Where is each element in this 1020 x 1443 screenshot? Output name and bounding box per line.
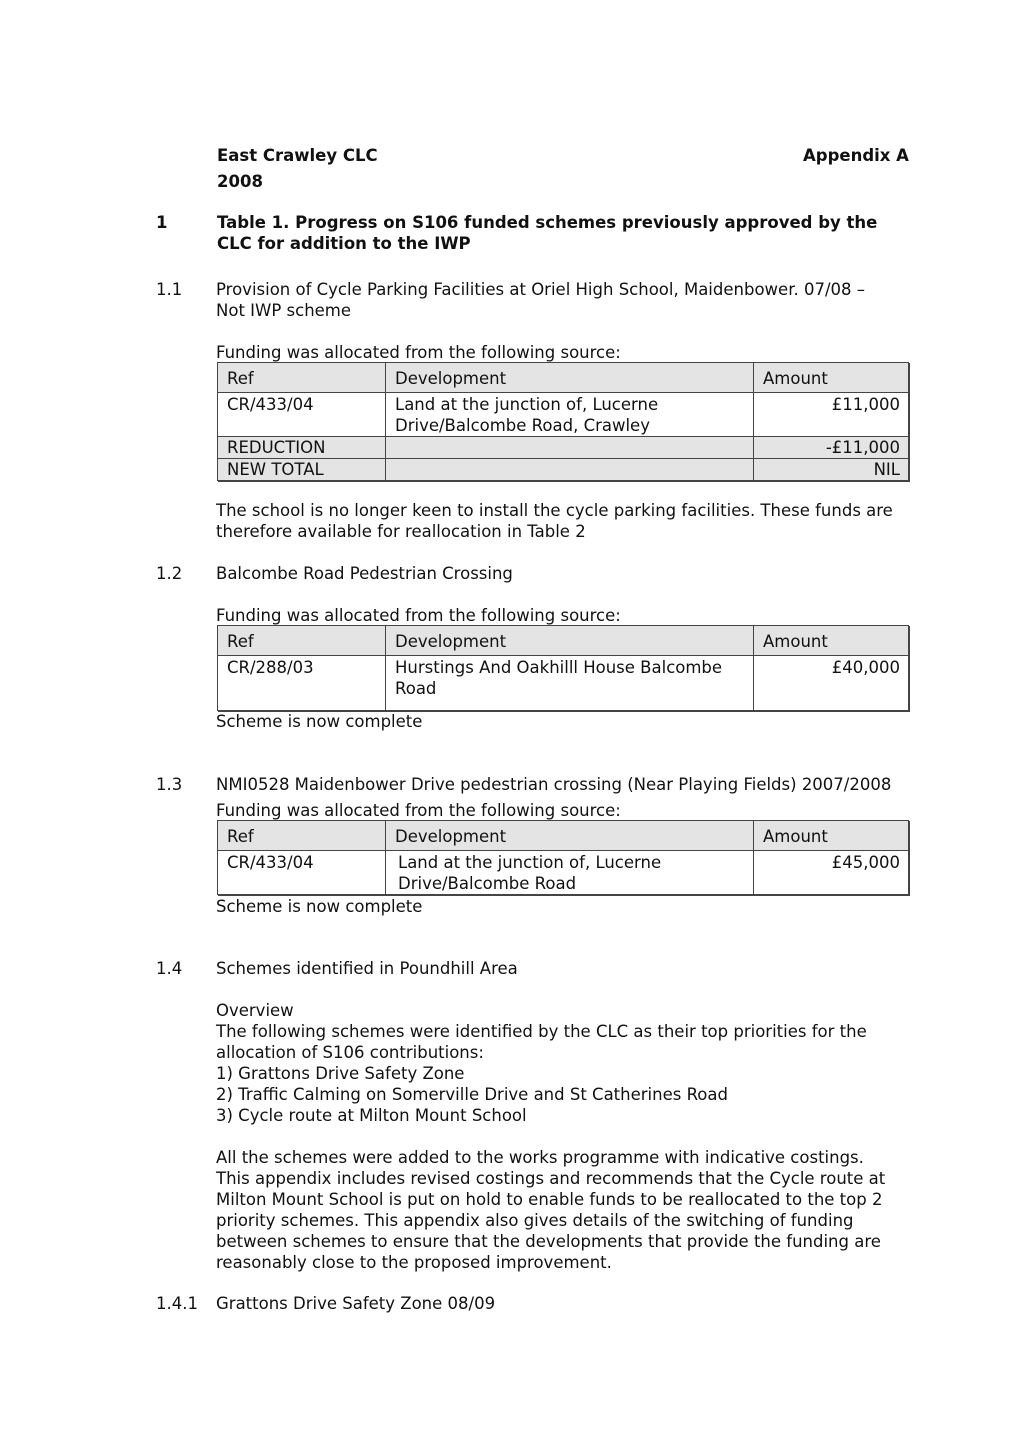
section-1-3-title: NMI0528 Maidenbower Drive pedestrian crossing (Near Playing Fields) 2007/2008 xyxy=(216,775,892,794)
cell-ref: CR/433/04 xyxy=(218,851,386,895)
section-1-2-funding-table xyxy=(217,625,909,711)
section-1-1-funding-text: Funding was allocated from the following source: xyxy=(216,343,621,362)
cell-development xyxy=(386,459,754,481)
section-1-1-title-line2: Not IWP scheme xyxy=(216,301,352,320)
overview-heading: Overview xyxy=(216,1001,294,1020)
section-1-1-funding-table xyxy=(217,362,909,481)
cell-development-line1: Land at the junction of, Lucerne xyxy=(395,395,659,414)
overview-line2: allocation of S106 contributions: xyxy=(216,1043,484,1062)
document-year: 2008 xyxy=(217,172,263,191)
appendix-label: Appendix A xyxy=(803,146,909,165)
header-development: Development xyxy=(386,363,754,393)
cell-development xyxy=(386,656,754,711)
paragraph-line: between schemes to ensure that the developments that provide the funding are xyxy=(216,1232,881,1251)
section-1-4-1-number: 1.4.1 xyxy=(156,1294,198,1313)
table-header-row xyxy=(218,821,909,851)
cell-development-line1: Land at the junction of, Lucerne xyxy=(398,853,662,872)
cell-amount: £45,000 xyxy=(754,851,909,895)
overview-line1: The following schemes were identified by the CLC as their top priorities for the xyxy=(216,1022,867,1041)
cell-amount: -£11,000 xyxy=(754,437,909,459)
paragraph-line: Milton Mount School is put on hold to enable funds to be reallocated to the top 2 xyxy=(216,1190,883,1209)
header-amount: Amount xyxy=(754,626,909,656)
section-1-1-title-line1: Provision of Cycle Parking Facilities at Oriel High School, Maidenbower. 07/08 – xyxy=(216,280,865,299)
section-1-3-funding-table xyxy=(217,820,909,895)
table-row-new-total xyxy=(218,459,909,481)
header-development: Development xyxy=(386,626,754,656)
priority-list-item: 2) Traffic Calming on Somerville Drive and St Catherines Road xyxy=(216,1085,728,1104)
cell-development-line2: Road xyxy=(395,679,437,698)
header-amount: Amount xyxy=(754,821,909,851)
cell-development xyxy=(386,851,754,895)
cell-development xyxy=(386,437,754,459)
priority-list-item: 3) Cycle route at Milton Mount School xyxy=(216,1106,527,1125)
table-row xyxy=(218,656,909,711)
cell-development xyxy=(386,393,754,437)
header-ref: Ref xyxy=(218,363,386,393)
section-1-1-number: 1.1 xyxy=(156,280,183,299)
section-1-2-note: Scheme is now complete xyxy=(216,712,423,731)
section-1-1-note-line2: therefore available for reallocation in Table 2 xyxy=(216,522,586,541)
section-1-number: 1 xyxy=(156,213,168,232)
cell-amount: £40,000 xyxy=(754,656,909,711)
section-1-3-funding-text: Funding was allocated from the following source: xyxy=(216,801,621,820)
header-development: Development xyxy=(386,821,754,851)
section-1-4-number: 1.4 xyxy=(156,959,183,978)
cell-amount: £11,000 xyxy=(754,393,909,437)
section-1-title-line2: CLC for addition to the IWP xyxy=(217,234,471,253)
table-row-reduction xyxy=(218,437,909,459)
header-ref: Ref xyxy=(218,821,386,851)
header-amount: Amount xyxy=(754,363,909,393)
cell-ref: NEW TOTAL xyxy=(218,459,386,481)
table-header-row xyxy=(218,363,909,393)
document-title: East Crawley CLC xyxy=(217,146,378,165)
section-1-3-number: 1.3 xyxy=(156,775,183,794)
cell-development-line1: Hurstings And Oakhilll House Balcombe xyxy=(395,658,723,677)
cell-development-line2: Drive/Balcombe Road, Crawley xyxy=(395,416,650,435)
section-1-title-line1: Table 1. Progress on S106 funded schemes previously approved by the xyxy=(217,213,878,232)
section-1-2-funding-text: Funding was allocated from the following source: xyxy=(216,606,621,625)
cell-ref: REDUCTION xyxy=(218,437,386,459)
section-1-4-title: Schemes identified in Poundhill Area xyxy=(216,959,518,978)
table-row xyxy=(218,851,909,895)
table-header-row xyxy=(218,626,909,656)
priority-list-item: 1) Grattons Drive Safety Zone xyxy=(216,1064,465,1083)
paragraph-line: This appendix includes revised costings and recommends that the Cycle route at xyxy=(216,1169,886,1188)
cell-development-line2: Drive/Balcombe Road xyxy=(398,874,577,893)
cell-ref: CR/288/03 xyxy=(218,656,386,711)
section-1-4-1-title: Grattons Drive Safety Zone 08/09 xyxy=(216,1294,496,1313)
cell-ref: CR/433/04 xyxy=(218,393,386,437)
paragraph-line: reasonably close to the proposed improvement. xyxy=(216,1253,612,1272)
paragraph-line: All the schemes were added to the works programme with indicative costings. xyxy=(216,1148,864,1167)
table-row xyxy=(218,393,909,437)
section-1-2-number: 1.2 xyxy=(156,564,183,583)
header-ref: Ref xyxy=(218,626,386,656)
section-1-2-title: Balcombe Road Pedestrian Crossing xyxy=(216,564,513,583)
cell-amount: NIL xyxy=(754,459,909,481)
section-1-1-note-line1: The school is no longer keen to install the cycle parking facilities. These funds are xyxy=(216,501,893,520)
section-1-3-note: Scheme is now complete xyxy=(216,897,423,916)
paragraph-line: priority schemes. This appendix also gives details of the switching of funding xyxy=(216,1211,854,1230)
